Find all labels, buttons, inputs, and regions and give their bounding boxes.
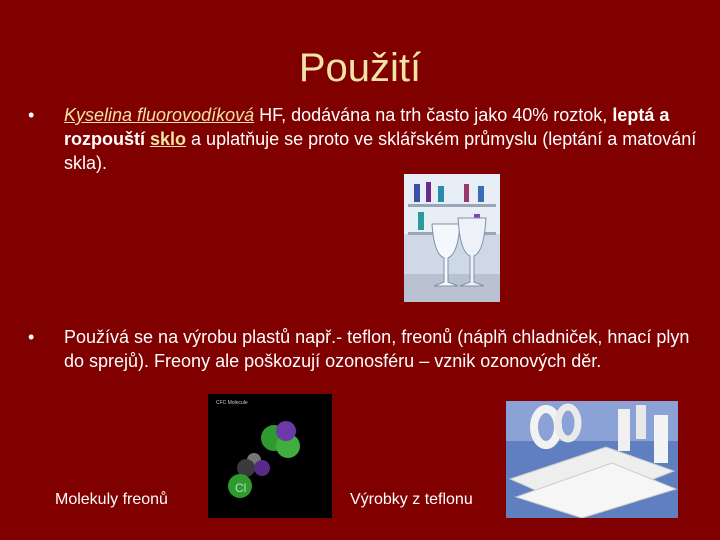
bullet-hf-text-a: HF, dodávána na trh často jako 40% roztok, xyxy=(254,105,608,125)
molecule-atom-label: Cl xyxy=(235,481,247,495)
bullet-plasty-text: Používá se na výrobu plastů např.- teflon, freonů (náplň chladniček, hnací plyn do sprejů). Freony ale poškozují ozonosféru – vznik ozonových děr. xyxy=(64,327,690,371)
link-kyselina-fluorovodikova[interactable]: Kyselina fluorovodíková xyxy=(64,105,255,125)
bullet-marker: • xyxy=(28,327,35,347)
bullet-marker: • xyxy=(28,105,35,125)
bullet-hf-text-b: a uplatňuje se proto ve sklářském průmyslu (leptání a matování skla). xyxy=(64,129,697,173)
freon-molecule-image xyxy=(208,394,332,518)
link-sklo[interactable]: sklo xyxy=(150,129,187,149)
molecule-image-label: CFC Molecule xyxy=(216,400,248,406)
glassware-image xyxy=(404,174,500,302)
bullet-hf-bold: leptá a rozpouští xyxy=(64,105,670,149)
bullet-plasty xyxy=(28,325,698,373)
teflon-products-image xyxy=(506,401,678,518)
caption-molekuly-freonu: Molekuly freonů xyxy=(55,491,168,508)
slide-title: Použití xyxy=(298,46,422,90)
bullet-hf-text xyxy=(64,103,698,175)
caption-vyrobky-z-teflonu: Výrobky z teflonu xyxy=(350,491,473,508)
bullet-hf xyxy=(28,103,698,175)
